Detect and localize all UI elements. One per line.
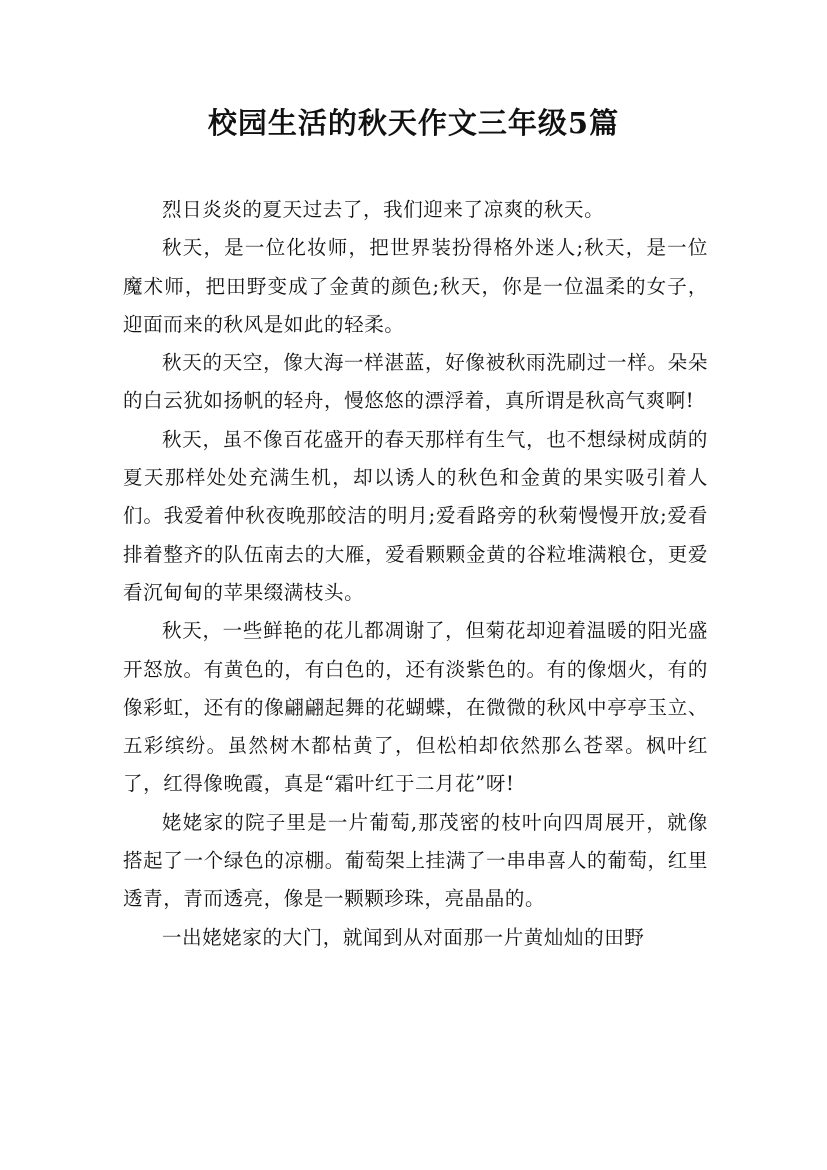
paragraph-3: 秋天的天空，像大海一样湛蓝，好像被秋雨洗刷过一样。朵朵的白云犹如扬帆的轻舟，慢悠悠的漂浮着，真所谓是秋高气爽啊! [123,351,708,413]
paragraph-4: 秋天，虽不像百花盛开的春天那样有生气，也不想绿树成荫的夏天那样处处充满生机，却以诱人的秋色和金黄的果实吸引着人们。我爱着仲秋夜晚那皎洁的明月;爱看路旁的秋菊慢慢开放;爱看排着整齐的队伍南去的大雁，爱看颗颗金黄的谷粒堆满粮仓，更爱看沉甸甸的苹果缀满枝头。 [123,427,708,604]
paragraph-6: 姥姥家的院子里是一片葡萄,那茂密的枝叶向四周展开，就像搭起了一个绿色的凉棚。葡萄架上挂满了一串串喜人的葡萄，红里透青，青而透亮，像是一颗颗珍珠，亮晶晶的。 [123,810,708,911]
article-body [123,191,708,957]
paragraph-2: 秋天，是一位化妆师，把世界装扮得格外迷人;秋天，是一位魔术师，把田野变成了金黄的颜色;秋天，你是一位温柔的女子，迎面而来的秋风是如此的轻柔。 [123,236,708,336]
paragraph-5: 秋天，一些鲜艳的花儿都凋谢了，但菊花却迎着温暖的阳光盛开怒放。有黄色的，有白色的，还有淡紫色的。有的像烟火，有的像彩虹，还有的像翩翩起舞的花蝴蝶，在微微的秋风中亭亭玉立、五彩缤纷。虽然树木都枯黄了，但松柏却依然那么苍翠。枫叶红了，红得像晚霞，真是“霜叶红于二月花”呀! [123,619,708,796]
paragraph-1: 烈日炎炎的夏天过去了，我们迎来了凉爽的秋天。 [162,198,605,221]
page-title: 校园生活的秋天作文三年级5篇 [207,106,620,140]
paragraph-7: 一出姥姥家的大门，就闻到从对面那一片黄灿灿的田野 [162,925,645,949]
